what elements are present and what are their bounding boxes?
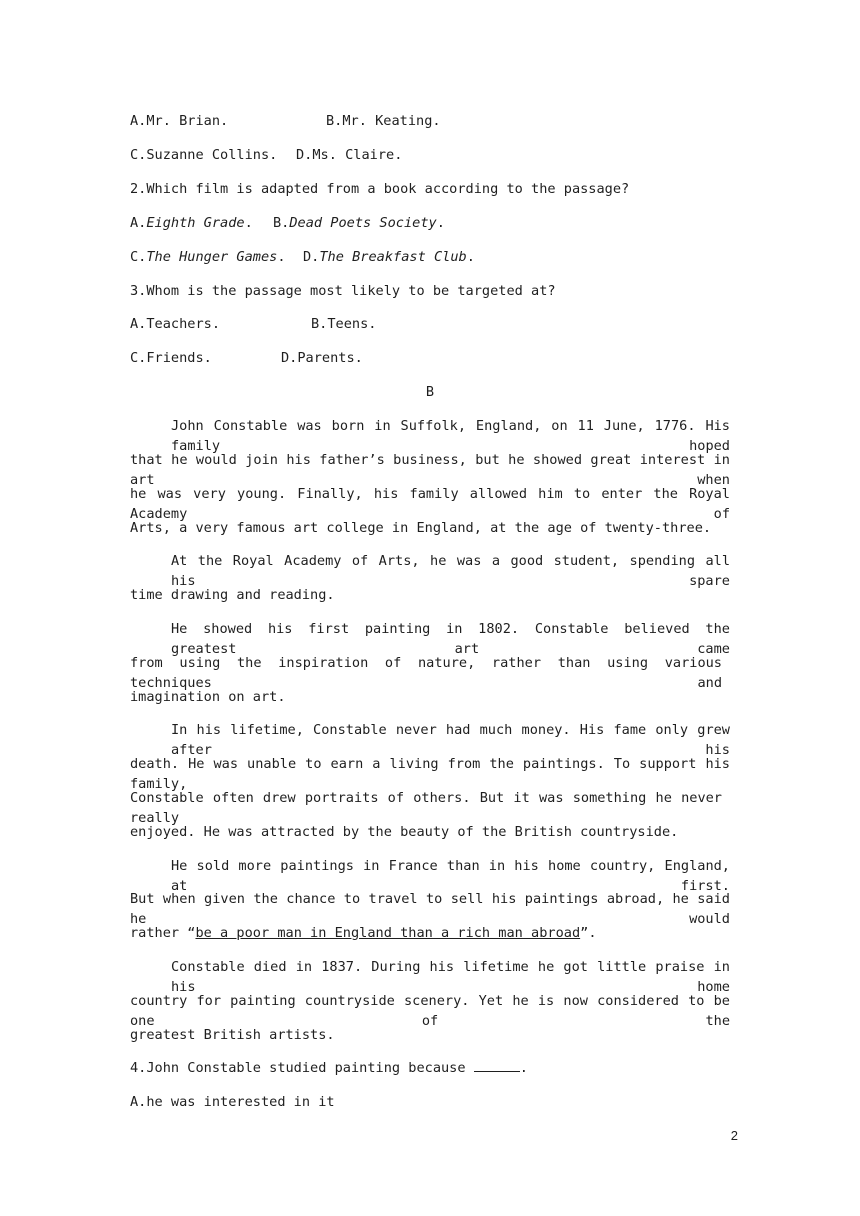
answer-blank — [474, 1059, 520, 1072]
passage-line: Constable died in 1837. During his lifetime he got little praise in his home — [171, 959, 730, 995]
passage-line: He showed his first painting in 1802. Constable believed the greatest art came — [171, 621, 730, 657]
passage-line-quote: rather “be a poor man in England than a rich man abroad”. — [130, 925, 597, 941]
q2-question: 2.Which film is adapted from a book according to the passage? — [130, 181, 630, 197]
q1-option-c: C.Suzanne Collins. — [130, 147, 278, 163]
q3-options-row-1 — [130, 314, 730, 334]
passage-line: But when given the chance to travel to sell his paintings abroad, he said he would — [130, 891, 730, 927]
q3-options-row-2 — [130, 348, 730, 368]
q4-option-a: A.he was interested in it — [130, 1094, 335, 1110]
passage-line: Constable often drew portraits of others. But it was something he never really — [130, 790, 722, 826]
passage-line: greatest British artists. — [130, 1027, 335, 1043]
passage-line: enjoyed. He was attracted by the beauty of the British countryside. — [130, 824, 679, 840]
underlined-phrase: be a poor man in England than a rich man abroad — [195, 925, 581, 941]
q2-option-a: A.Eighth Grade. — [130, 215, 253, 231]
q1-options-row-2 — [130, 145, 730, 165]
q1-option-a: A.Mr. Brian. — [130, 113, 229, 129]
q2-option-c: C.The Hunger Games. — [130, 249, 286, 265]
passage-line: At the Royal Academy of Arts, he was a good student, spending all his spare — [171, 553, 730, 589]
passage-line: that he would join his father’s business, but he showed great interest in art when — [130, 452, 730, 488]
q2-option-b: B.Dead Poets Society. — [273, 215, 445, 231]
q2-options-row-1 — [130, 213, 730, 233]
q1-option-d: D.Ms. Claire. — [296, 147, 403, 163]
section-label: B — [425, 384, 435, 400]
q3-option-c: C.Friends. — [130, 350, 212, 366]
passage-line: He sold more paintings in France than in his home country, England, at first. — [171, 858, 730, 894]
q1-options-row-1 — [130, 111, 730, 131]
passage-line: Arts, a very famous art college in England, at the age of twenty-three. — [130, 520, 712, 536]
passage-line: he was very young. Finally, his family allowed him to enter the Royal Academy of — [130, 486, 730, 522]
passage-line: from using the inspiration of nature, rather than using various techniques and — [130, 655, 722, 691]
q4-question: 4.John Constable studied painting because . — [130, 1060, 528, 1076]
q3-question: 3.Whom is the passage most likely to be targeted at? — [130, 283, 556, 299]
q3-option-d: D.Parents. — [281, 350, 363, 366]
passage-line: country for painting countryside scenery. Yet he is now considered to be one of the — [130, 993, 730, 1029]
passage-line: John Constable was born in Suffolk, England, on 11 June, 1776. His family hoped — [171, 418, 730, 454]
passage-line: time drawing and reading. — [130, 587, 335, 603]
q2-option-d: D.The Breakfast Club. — [303, 249, 475, 265]
page-number: 2 — [730, 1128, 738, 1143]
q2-options-row-2 — [130, 247, 730, 267]
q1-option-b: B.Mr. Keating. — [326, 113, 441, 129]
passage-line: In his lifetime, Constable never had much money. His fame only grew after his — [171, 722, 730, 758]
q3-option-a: A.Teachers. — [130, 316, 221, 332]
passage-line: imagination on art. — [130, 689, 286, 705]
q3-option-b: B.Teens. — [311, 316, 377, 332]
passage-line: death. He was unable to earn a living from the paintings. To support his family, — [130, 756, 730, 792]
